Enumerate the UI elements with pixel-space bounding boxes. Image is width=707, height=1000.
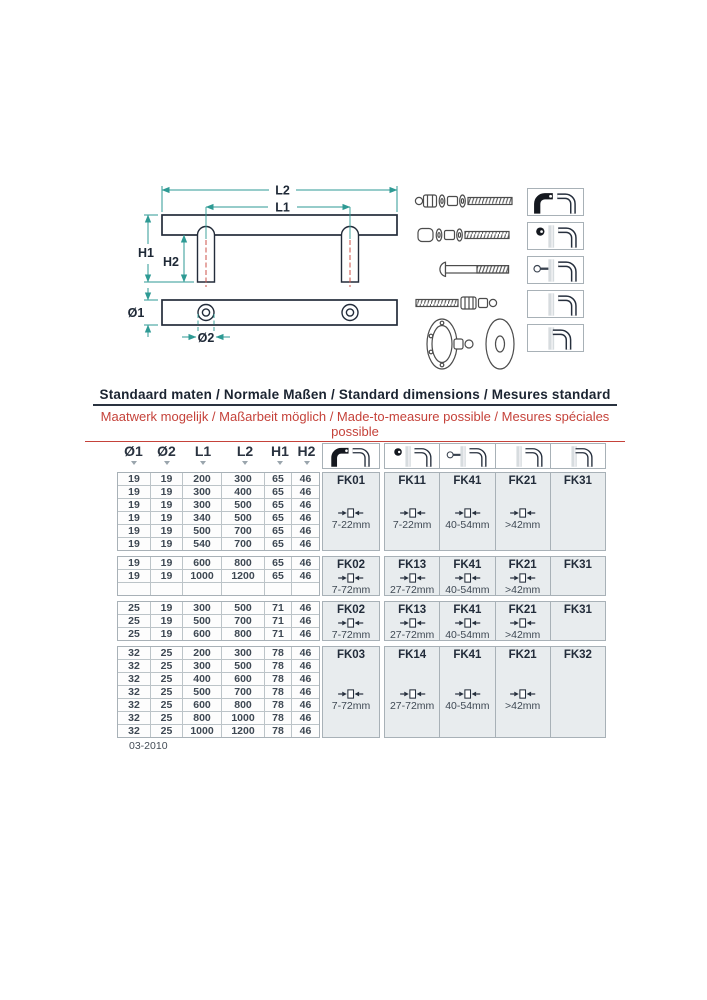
panel-thickness-icon: [508, 507, 537, 519]
table-cell: 46: [291, 570, 319, 582]
panel-thickness-icon: [398, 688, 427, 700]
column-header: [183, 443, 223, 469]
fk-code: FK14: [398, 649, 427, 661]
threaded-rod-connector-icon: [416, 297, 497, 309]
dome-head-bolt-icon: [440, 262, 509, 276]
fk-code: FK21: [508, 475, 537, 487]
fk-code: FK01: [336, 475, 366, 487]
through-panel-nut-mount-icon: [527, 222, 584, 250]
table-cell: 19: [128, 525, 140, 537]
panel-thickness-icon: [398, 617, 427, 629]
fk-grid: [322, 443, 606, 743]
table-cell: 500: [221, 512, 264, 524]
table-cell: 540: [182, 538, 221, 550]
fk-row-group: [384, 556, 606, 596]
table-cell: 46: [291, 699, 319, 711]
table-cell: 65: [264, 486, 291, 498]
fk-cell: [550, 647, 605, 737]
fk-row: [322, 601, 606, 641]
fk-thickness: [390, 617, 434, 641]
fk-thickness: [332, 488, 371, 550]
table-row: [118, 557, 319, 569]
table-header-row: [117, 443, 320, 469]
table-cell: 65: [264, 525, 291, 537]
table-section: [117, 646, 320, 738]
column-header-label: H1: [271, 443, 289, 459]
table-cell: 600: [182, 557, 221, 569]
table-row: [118, 602, 319, 614]
table-cell: 200: [182, 473, 221, 485]
table-cell: 300: [182, 660, 221, 672]
table-cell: 19: [150, 473, 182, 485]
table-cell: 300: [182, 486, 221, 498]
column-header-label: Ø2: [157, 443, 176, 459]
column-header-label: L2: [236, 443, 254, 459]
blind-fixing-mount-icon: [495, 444, 550, 468]
table-row: [118, 524, 319, 537]
fk-cell: [495, 473, 550, 550]
fk-thickness: [393, 488, 432, 550]
table-cell: 25: [150, 712, 182, 724]
table-row: [118, 537, 319, 550]
table-cell: [182, 583, 221, 595]
triangle-marker-icon: [242, 461, 248, 465]
table-cell: 65: [264, 512, 291, 524]
table-cell: 600: [182, 628, 221, 640]
table-cell: 19: [150, 538, 182, 550]
table-cell: 400: [221, 486, 264, 498]
table-row: [118, 614, 319, 627]
fk-code: FK41: [453, 559, 482, 571]
hole-right-inner: [346, 309, 353, 316]
triangle-marker-icon: [200, 461, 206, 465]
fk-cell: [439, 647, 494, 737]
fk-code: FK21: [508, 604, 537, 616]
fk-thickness: [505, 662, 540, 737]
fk-thickness: [445, 617, 489, 641]
thickness-range: >42mm: [504, 519, 541, 531]
column-header: [117, 443, 150, 469]
fk-code: FK21: [508, 559, 537, 571]
table-cell: [221, 583, 264, 595]
panel-thickness-icon: [453, 688, 482, 700]
panel-thickness-icon: [453, 507, 482, 519]
table-cell: 46: [291, 725, 319, 737]
hole-left-inner: [202, 309, 209, 316]
table-cell: 46: [291, 525, 319, 537]
dimension-table: [117, 443, 320, 743]
table-cell: 19: [128, 557, 140, 569]
made-to-measure-title: Maatwerk mogelijk / Maßarbeit möglich / Made-to-measure possible / Mesures spéciales possible: [85, 409, 625, 442]
table-cell: 1000: [182, 725, 221, 737]
table-cell: 65: [264, 499, 291, 511]
fk-code: FK31: [563, 559, 592, 571]
table-cell: 78: [264, 673, 291, 685]
table-cell: [118, 583, 150, 595]
table-cell: 1000: [182, 570, 221, 582]
table-cell: 32: [128, 725, 140, 737]
column-header: [267, 443, 293, 469]
table-cell: 19: [150, 525, 182, 537]
table-cell: 500: [182, 615, 221, 627]
table-cell: 25: [128, 628, 140, 640]
thickness-range: >42mm: [504, 699, 541, 712]
table-cell: 71: [264, 628, 291, 640]
table-cell: 46: [291, 686, 319, 698]
fk-cell: [495, 647, 550, 737]
thickness-range: 27-72mm: [389, 629, 435, 641]
cap-nut-washers-rod-icon: [418, 229, 509, 242]
dim-label-d1: Ø1: [127, 306, 145, 320]
table-row: [118, 627, 319, 640]
surface-rosette-mount-icon: [550, 444, 605, 468]
table-cell: 65: [264, 557, 291, 569]
blind-fixing-mount-icon: [527, 290, 584, 318]
fk-row-group: [384, 472, 606, 551]
fk-cell: [385, 602, 439, 640]
table-cell: 25: [150, 699, 182, 711]
table-cell: 46: [291, 602, 319, 614]
fk-code: FK41: [453, 475, 482, 487]
table-cell: 500: [221, 660, 264, 672]
panel-thickness-icon: [336, 507, 365, 519]
table-cell: 800: [221, 557, 264, 569]
fk-cell: [322, 601, 380, 641]
table-cell: 46: [291, 538, 319, 550]
panel-thickness-icon: [508, 688, 537, 700]
thickness-range: 27-72mm: [389, 584, 435, 596]
handle-bar-side-view: [162, 215, 397, 235]
table-cell: 46: [291, 660, 319, 672]
dim-label-l2: L2: [275, 183, 290, 198]
fk-code: FK11: [398, 475, 426, 487]
surface-rosette-mount-icon: [527, 324, 584, 352]
fk-thickness: [445, 572, 489, 596]
table-cell: 25: [150, 686, 182, 698]
table-cell: 1000: [221, 712, 264, 724]
thickness-range: 7-72mm: [331, 699, 371, 712]
table-cell: 32: [128, 686, 140, 698]
table-cell: 65: [264, 473, 291, 485]
triangle-marker-icon: [304, 461, 310, 465]
fk-header-row: [322, 443, 606, 469]
triangle-marker-icon: [131, 461, 137, 465]
fk-code: FK31: [563, 604, 592, 616]
table-cell: 800: [182, 712, 221, 724]
table-cell: 65: [264, 538, 291, 550]
table-cell: 19: [128, 512, 140, 524]
fk-thickness: [505, 572, 540, 596]
table-row: [118, 582, 319, 595]
fk-cell: [385, 473, 439, 550]
fk-code: FK31: [563, 475, 592, 487]
fk-thickness: [390, 662, 434, 737]
panel-thickness-icon: [508, 617, 537, 629]
thickness-range: 40-54mm: [445, 699, 490, 712]
panel-thickness-icon: [336, 617, 365, 629]
thickness-range: 7-72mm: [331, 584, 371, 596]
table-cell: 200: [182, 647, 221, 659]
table-cell: 1200: [221, 570, 264, 582]
table-cell: 300: [182, 499, 221, 511]
panel-thickness-icon: [336, 688, 365, 700]
fk-cell: [495, 557, 550, 595]
table-row: [118, 685, 319, 698]
panel-thickness-icon: [398, 507, 427, 519]
handle-bar-bottom-view: [162, 300, 397, 325]
table-cell: 19: [128, 538, 140, 550]
fk-cell: [322, 556, 380, 596]
thickness-range: 7-72mm: [331, 629, 371, 641]
table-cell: 32: [128, 660, 140, 672]
table-section: [117, 601, 320, 641]
thickness-range: >42mm: [504, 584, 541, 596]
fk-cell: [550, 557, 605, 595]
fk-row: [322, 472, 606, 551]
table-section: [117, 472, 320, 551]
fk-cell: [550, 473, 605, 550]
table-cell: 500: [182, 525, 221, 537]
table-cell: 1200: [221, 725, 264, 737]
table-cell: 32: [128, 712, 140, 724]
fk-code: FK32: [563, 649, 592, 661]
fk-thickness: [332, 662, 371, 737]
table-cell: 46: [291, 647, 319, 659]
table-cell: 46: [291, 628, 319, 640]
fk-thickness: [390, 572, 434, 596]
table-cell: 19: [150, 486, 182, 498]
fk-code: FK13: [398, 559, 427, 571]
table-cell: 25: [150, 647, 182, 659]
revision-date: 03-2010: [129, 740, 168, 752]
fk-row-group: [384, 646, 606, 738]
table-cell: 78: [264, 725, 291, 737]
thickness-range: 27-72mm: [389, 699, 435, 712]
column-header-label: H2: [297, 443, 316, 459]
fk-cell: [439, 473, 494, 550]
hardware-fasteners: [414, 174, 524, 379]
table-cell: [291, 583, 319, 595]
column-header-label: Ø1: [124, 443, 143, 459]
fk-thickness: [505, 488, 540, 550]
table-row: [118, 659, 319, 672]
column-header: [223, 443, 267, 469]
standard-dimensions-title: Standaard maten / Normale Maßen / Standard dimensions / Mesures standard: [93, 387, 616, 406]
table-cell: 500: [182, 686, 221, 698]
thickness-range: 40-54mm: [445, 629, 490, 641]
fk-cell: [322, 472, 380, 551]
table-cell: 19: [150, 570, 182, 582]
table-cell: 700: [221, 525, 264, 537]
table-row: [118, 647, 319, 659]
table-row: [118, 569, 319, 582]
table-cell: 78: [264, 647, 291, 659]
table-row: [118, 724, 319, 737]
table-cell: 25: [150, 660, 182, 672]
fk-cell: [439, 557, 494, 595]
column-header-label: L1: [194, 443, 212, 459]
table-cell: 46: [291, 615, 319, 627]
panel-thickness-icon: [336, 572, 365, 584]
table-cell: 500: [221, 602, 264, 614]
fk-code: FK41: [453, 604, 482, 616]
table-row: [118, 698, 319, 711]
panel-thickness-icon: [508, 572, 537, 584]
fk-cell: [385, 557, 439, 595]
table-cell: 300: [182, 602, 221, 614]
panel-thickness-icon: [398, 572, 427, 584]
table-cell: 78: [264, 712, 291, 724]
table-cell: 78: [264, 699, 291, 711]
table-cell: 46: [291, 557, 319, 569]
table-cell: 19: [150, 628, 182, 640]
table-cell: 19: [150, 615, 182, 627]
thickness-range: 40-54mm: [445, 519, 490, 531]
bolt-nut-washers-rod-icon: [415, 195, 512, 207]
table-cell: 32: [128, 673, 140, 685]
table-cell: 19: [128, 499, 140, 511]
fk-cell: [385, 647, 439, 737]
through-panel-screw-mount-icon: [439, 444, 494, 468]
table-cell: 46: [291, 486, 319, 498]
table-cell: 500: [221, 499, 264, 511]
fk-code: FK03: [336, 649, 366, 661]
fk-thickness: [505, 617, 540, 641]
table-row: [118, 498, 319, 511]
thickness-range: 7-22mm: [331, 519, 371, 531]
technical-drawing: [100, 160, 420, 372]
table-cell: 65: [264, 570, 291, 582]
table-cell: 19: [128, 486, 140, 498]
column-header: [150, 443, 183, 469]
table-cell: 32: [128, 647, 140, 659]
titles-block: [85, 386, 625, 442]
rosette-plates-icon: [427, 319, 514, 369]
table-cell: 19: [128, 473, 140, 485]
table-cell: 25: [128, 602, 140, 614]
dim-label-h2: H2: [163, 255, 179, 269]
table-cell: 19: [128, 570, 140, 582]
table-cell: [150, 583, 182, 595]
table-section: [117, 556, 320, 596]
fk-thickness: [445, 488, 489, 550]
fk-cell: [439, 602, 494, 640]
table-cell: 78: [264, 660, 291, 672]
fk-cell: [322, 646, 380, 738]
triangle-marker-icon: [277, 461, 283, 465]
table-row: [118, 473, 319, 485]
fk-row-group: [384, 601, 606, 641]
fk-code: FK02: [336, 604, 366, 616]
table-cell: 19: [150, 512, 182, 524]
thickness-range: 40-54mm: [445, 584, 490, 596]
table-cell: 25: [128, 615, 140, 627]
fk-cell: [495, 602, 550, 640]
table-cell: 700: [221, 686, 264, 698]
table-cell: 46: [291, 512, 319, 524]
thickness-range: >42mm: [504, 629, 541, 641]
fk-cell: [550, 602, 605, 640]
table-row: [118, 485, 319, 498]
dim-label-d2: Ø2: [197, 331, 215, 345]
table-cell: 600: [182, 699, 221, 711]
table-cell: 46: [291, 499, 319, 511]
panel-thickness-icon: [453, 572, 482, 584]
dim-label-l1: L1: [275, 200, 290, 215]
table-cell: 400: [182, 673, 221, 685]
panel-thickness-icon: [453, 617, 482, 629]
table-cell: 800: [221, 699, 264, 711]
table-cell: 700: [221, 538, 264, 550]
fk-code: FK41: [453, 649, 482, 661]
through-panel-nut-mount-icon: [385, 444, 439, 468]
fk-row: [322, 556, 606, 596]
back-to-back-mount-icon: [322, 443, 380, 469]
table-cell: 19: [150, 602, 182, 614]
table-cell: 300: [221, 647, 264, 659]
column-header: [293, 443, 320, 469]
table-row: [118, 511, 319, 524]
fk-code: FK21: [508, 649, 537, 661]
fk-header-icons-group: [384, 443, 606, 469]
table-cell: 46: [291, 712, 319, 724]
table-cell: 78: [264, 686, 291, 698]
fk-code: FK02: [336, 559, 366, 571]
table-cell: 800: [221, 628, 264, 640]
fk-thickness: [445, 662, 489, 737]
table-cell: 46: [291, 473, 319, 485]
thickness-range: 7-22mm: [392, 519, 432, 531]
table-row: [118, 672, 319, 685]
table-cell: 19: [150, 557, 182, 569]
table-cell: 25: [150, 673, 182, 685]
table-cell: [264, 583, 291, 595]
triangle-marker-icon: [164, 461, 170, 465]
through-panel-screw-mount-icon: [527, 256, 584, 284]
table-cell: 71: [264, 615, 291, 627]
table-cell: 46: [291, 673, 319, 685]
fk-code: FK13: [398, 604, 427, 616]
table-cell: 32: [128, 699, 140, 711]
table-cell: 19: [150, 499, 182, 511]
table-cell: 340: [182, 512, 221, 524]
fk-row: [322, 646, 606, 738]
table-cell: 600: [221, 673, 264, 685]
table-cell: 300: [221, 473, 264, 485]
table-row: [118, 711, 319, 724]
table-cell: 700: [221, 615, 264, 627]
back-to-back-mount-icon: [527, 188, 584, 216]
table-cell: 71: [264, 602, 291, 614]
dim-label-h1: H1: [138, 246, 154, 260]
fk-thickness: [332, 617, 371, 641]
table-cell: 25: [150, 725, 182, 737]
fk-thickness: [332, 572, 371, 596]
